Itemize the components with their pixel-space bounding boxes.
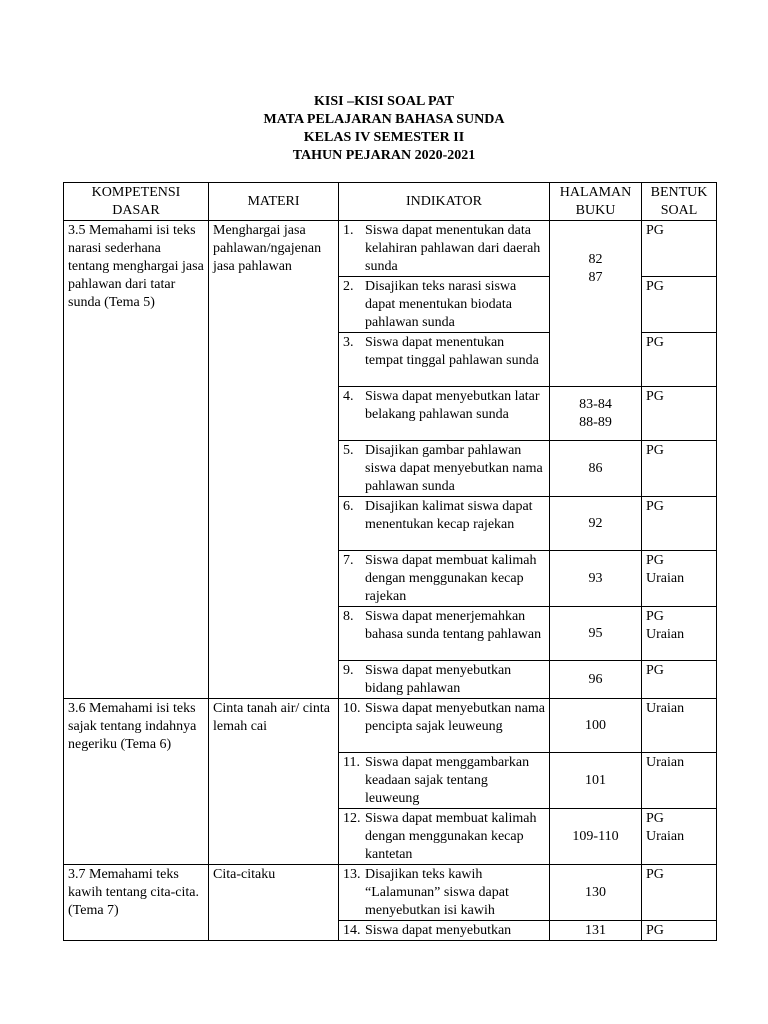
indicator-text: Siswa dapat membuat kalimah dengan menggunakan kecap kantetan: [365, 811, 537, 862]
table-row: [64, 221, 717, 277]
halaman-cell: 86: [550, 441, 642, 497]
indicator-number: 7.: [343, 553, 354, 568]
bentuk-cell: [642, 497, 717, 551]
indicator-cell: [339, 551, 550, 607]
header-halaman: HALAMAN BUKU: [550, 183, 642, 221]
bentuk-cell: [642, 699, 717, 753]
halaman-value: 88-89: [579, 415, 612, 430]
indicator-cell: [339, 387, 550, 441]
halaman-value: 87: [588, 270, 603, 285]
bentuk-value: PG: [646, 811, 664, 826]
table-row: [64, 699, 717, 753]
bentuk-cell: [642, 333, 717, 387]
bentuk-value: PG: [646, 223, 664, 238]
halaman-cell: 93: [550, 551, 642, 607]
indicator-text: Disajikan teks kawih “Lalamunan” siswa dapat menyebutkan isi kawih: [365, 867, 509, 918]
indicator-cell: [339, 277, 550, 333]
indicator-text: Siswa dapat menyebutkan bidang pahlawan: [365, 663, 512, 696]
bentuk-value: PG: [646, 867, 664, 882]
bentuk-cell: [642, 277, 717, 333]
indicator-text: Disajikan teks narasi siswa dapat menentukan biodata pahlawan sunda: [365, 279, 517, 330]
halaman-cell: 96: [550, 661, 642, 699]
indicator-cell: [339, 865, 550, 921]
indicator-number: 6.: [343, 499, 354, 514]
indicator-number: 9.: [343, 663, 354, 678]
indicator-number: 5.: [343, 443, 354, 458]
materi-cell-1: Menghargai jasa pahlawan/ngajenan jasa pahlawan: [209, 221, 339, 699]
indicator-number: 14.: [343, 923, 361, 938]
indicator-number: 3.: [343, 335, 354, 350]
indicator-text: Siswa dapat menggambarkan keadaan sajak tentang leuweung: [365, 755, 530, 806]
indicator-number: 11.: [343, 755, 360, 770]
bentuk-value: PG: [646, 609, 664, 624]
halaman-cell: 92: [550, 497, 642, 551]
bentuk-value: PG: [646, 443, 664, 458]
bentuk-value: PG: [646, 923, 664, 938]
kisi-kisi-table: [63, 182, 717, 941]
title-line-2: MATA PELAJARAN BAHASA SUNDA: [263, 112, 505, 127]
bentuk-value: Uraian: [646, 627, 685, 642]
indicator-text: Siswa dapat menyebutkan nama pencipta sajak leuweung: [365, 701, 546, 734]
bentuk-cell: [642, 441, 717, 497]
indicator-text: Disajikan gambar pahlawan siswa dapat menyebutkan nama pahlawan sunda: [365, 443, 543, 494]
indicator-number: 12.: [343, 811, 361, 826]
indicator-text: Siswa dapat membuat kalimah dengan menggunakan kecap rajekan: [365, 553, 537, 604]
halaman-cell: 101: [550, 753, 642, 809]
indicator-number: 4.: [343, 389, 354, 404]
title-line-1: KISI –KISI SOAL PAT: [314, 94, 454, 109]
indicator-number: 8.: [343, 609, 354, 624]
bentuk-value: PG: [646, 499, 664, 514]
bentuk-value: Uraian: [646, 755, 685, 770]
bentuk-value: PG: [646, 279, 664, 294]
header-kompetensi: KOMPETENSI DASAR: [64, 183, 209, 221]
title-line-3: KELAS IV SEMESTER II: [303, 130, 465, 145]
halaman-cell: 131: [550, 921, 642, 941]
bentuk-value: PG: [646, 335, 664, 350]
header-indikator: INDIKATOR: [339, 183, 550, 221]
halaman-cell: 130: [550, 865, 642, 921]
bentuk-cell: [642, 865, 717, 921]
indicator-text: Siswa dapat menerjemahkan bahasa sunda tentang pahlawan: [365, 609, 542, 642]
bentuk-cell: [642, 661, 717, 699]
document-title: [0, 93, 768, 165]
indicator-text: Siswa dapat menyebutkan latar belakang pahlawan sunda: [365, 389, 540, 422]
indicator-cell: [339, 441, 550, 497]
indicator-cell: [339, 221, 550, 277]
bentuk-cell: [642, 753, 717, 809]
halaman-cell: [550, 221, 642, 387]
table-row: [64, 865, 717, 921]
halaman-cell: [550, 387, 642, 441]
indicator-cell: [339, 699, 550, 753]
kompetensi-cell-3: 3.7 Memahami teks kawih tentang cita-cita.(Tema 7): [64, 865, 209, 941]
indicator-number: 1.: [343, 223, 354, 238]
bentuk-value: PG: [646, 663, 664, 678]
bentuk-cell: [642, 809, 717, 865]
header-bentuk: BENTUK SOAL: [642, 183, 717, 221]
indicator-cell: [339, 497, 550, 551]
bentuk-value: Uraian: [646, 571, 685, 586]
halaman-cell: 109-110: [550, 809, 642, 865]
title-line-4: TAHUN PEJARAN 2020-2021: [292, 148, 476, 163]
indicator-text: Siswa dapat menyebutkan: [365, 923, 512, 938]
indicator-number: 2.: [343, 279, 354, 294]
indicator-cell: [339, 921, 550, 941]
kompetensi-cell-1: 3.5 Memahami isi teks narasi sederhana tentang menghargai jasa pahlawan dari tatar sunda (Tema 5): [64, 221, 209, 699]
indicator-text: Siswa dapat menentukan data kelahiran pahlawan dari daerah sunda: [365, 223, 541, 274]
halaman-cell: 100: [550, 699, 642, 753]
halaman-value: 83-84: [579, 397, 612, 412]
kompetensi-cell-2: 3.6 Memahami isi teks sajak tentang indahnya negeriku (Tema 6): [64, 699, 209, 865]
halaman-cell: 95: [550, 607, 642, 661]
indicator-cell: [339, 809, 550, 865]
bentuk-value: PG: [646, 553, 664, 568]
indicator-cell: [339, 661, 550, 699]
bentuk-cell: [642, 551, 717, 607]
materi-cell-2: Cinta tanah air/ cinta lemah cai: [209, 699, 339, 865]
bentuk-cell: [642, 921, 717, 941]
bentuk-value: Uraian: [646, 701, 685, 716]
bentuk-value: PG: [646, 389, 664, 404]
indicator-cell: [339, 607, 550, 661]
indicator-number: 10.: [343, 701, 361, 716]
bentuk-cell: [642, 387, 717, 441]
table-header-row: [64, 183, 717, 221]
header-materi: MATERI: [209, 183, 339, 221]
bentuk-value: Uraian: [646, 829, 685, 844]
indicator-text: Siswa dapat menentukan tempat tinggal pahlawan sunda: [365, 335, 539, 368]
indicator-number: 13.: [343, 867, 361, 882]
bentuk-cell: [642, 607, 717, 661]
indicator-cell: [339, 753, 550, 809]
indicator-text: Disajikan kalimat siswa dapat menentukan kecap rajekan: [365, 499, 533, 532]
materi-cell-3: Cita-citaku: [209, 865, 339, 941]
indicator-cell: [339, 333, 550, 387]
bentuk-cell: [642, 221, 717, 277]
halaman-value: 82: [588, 252, 603, 267]
